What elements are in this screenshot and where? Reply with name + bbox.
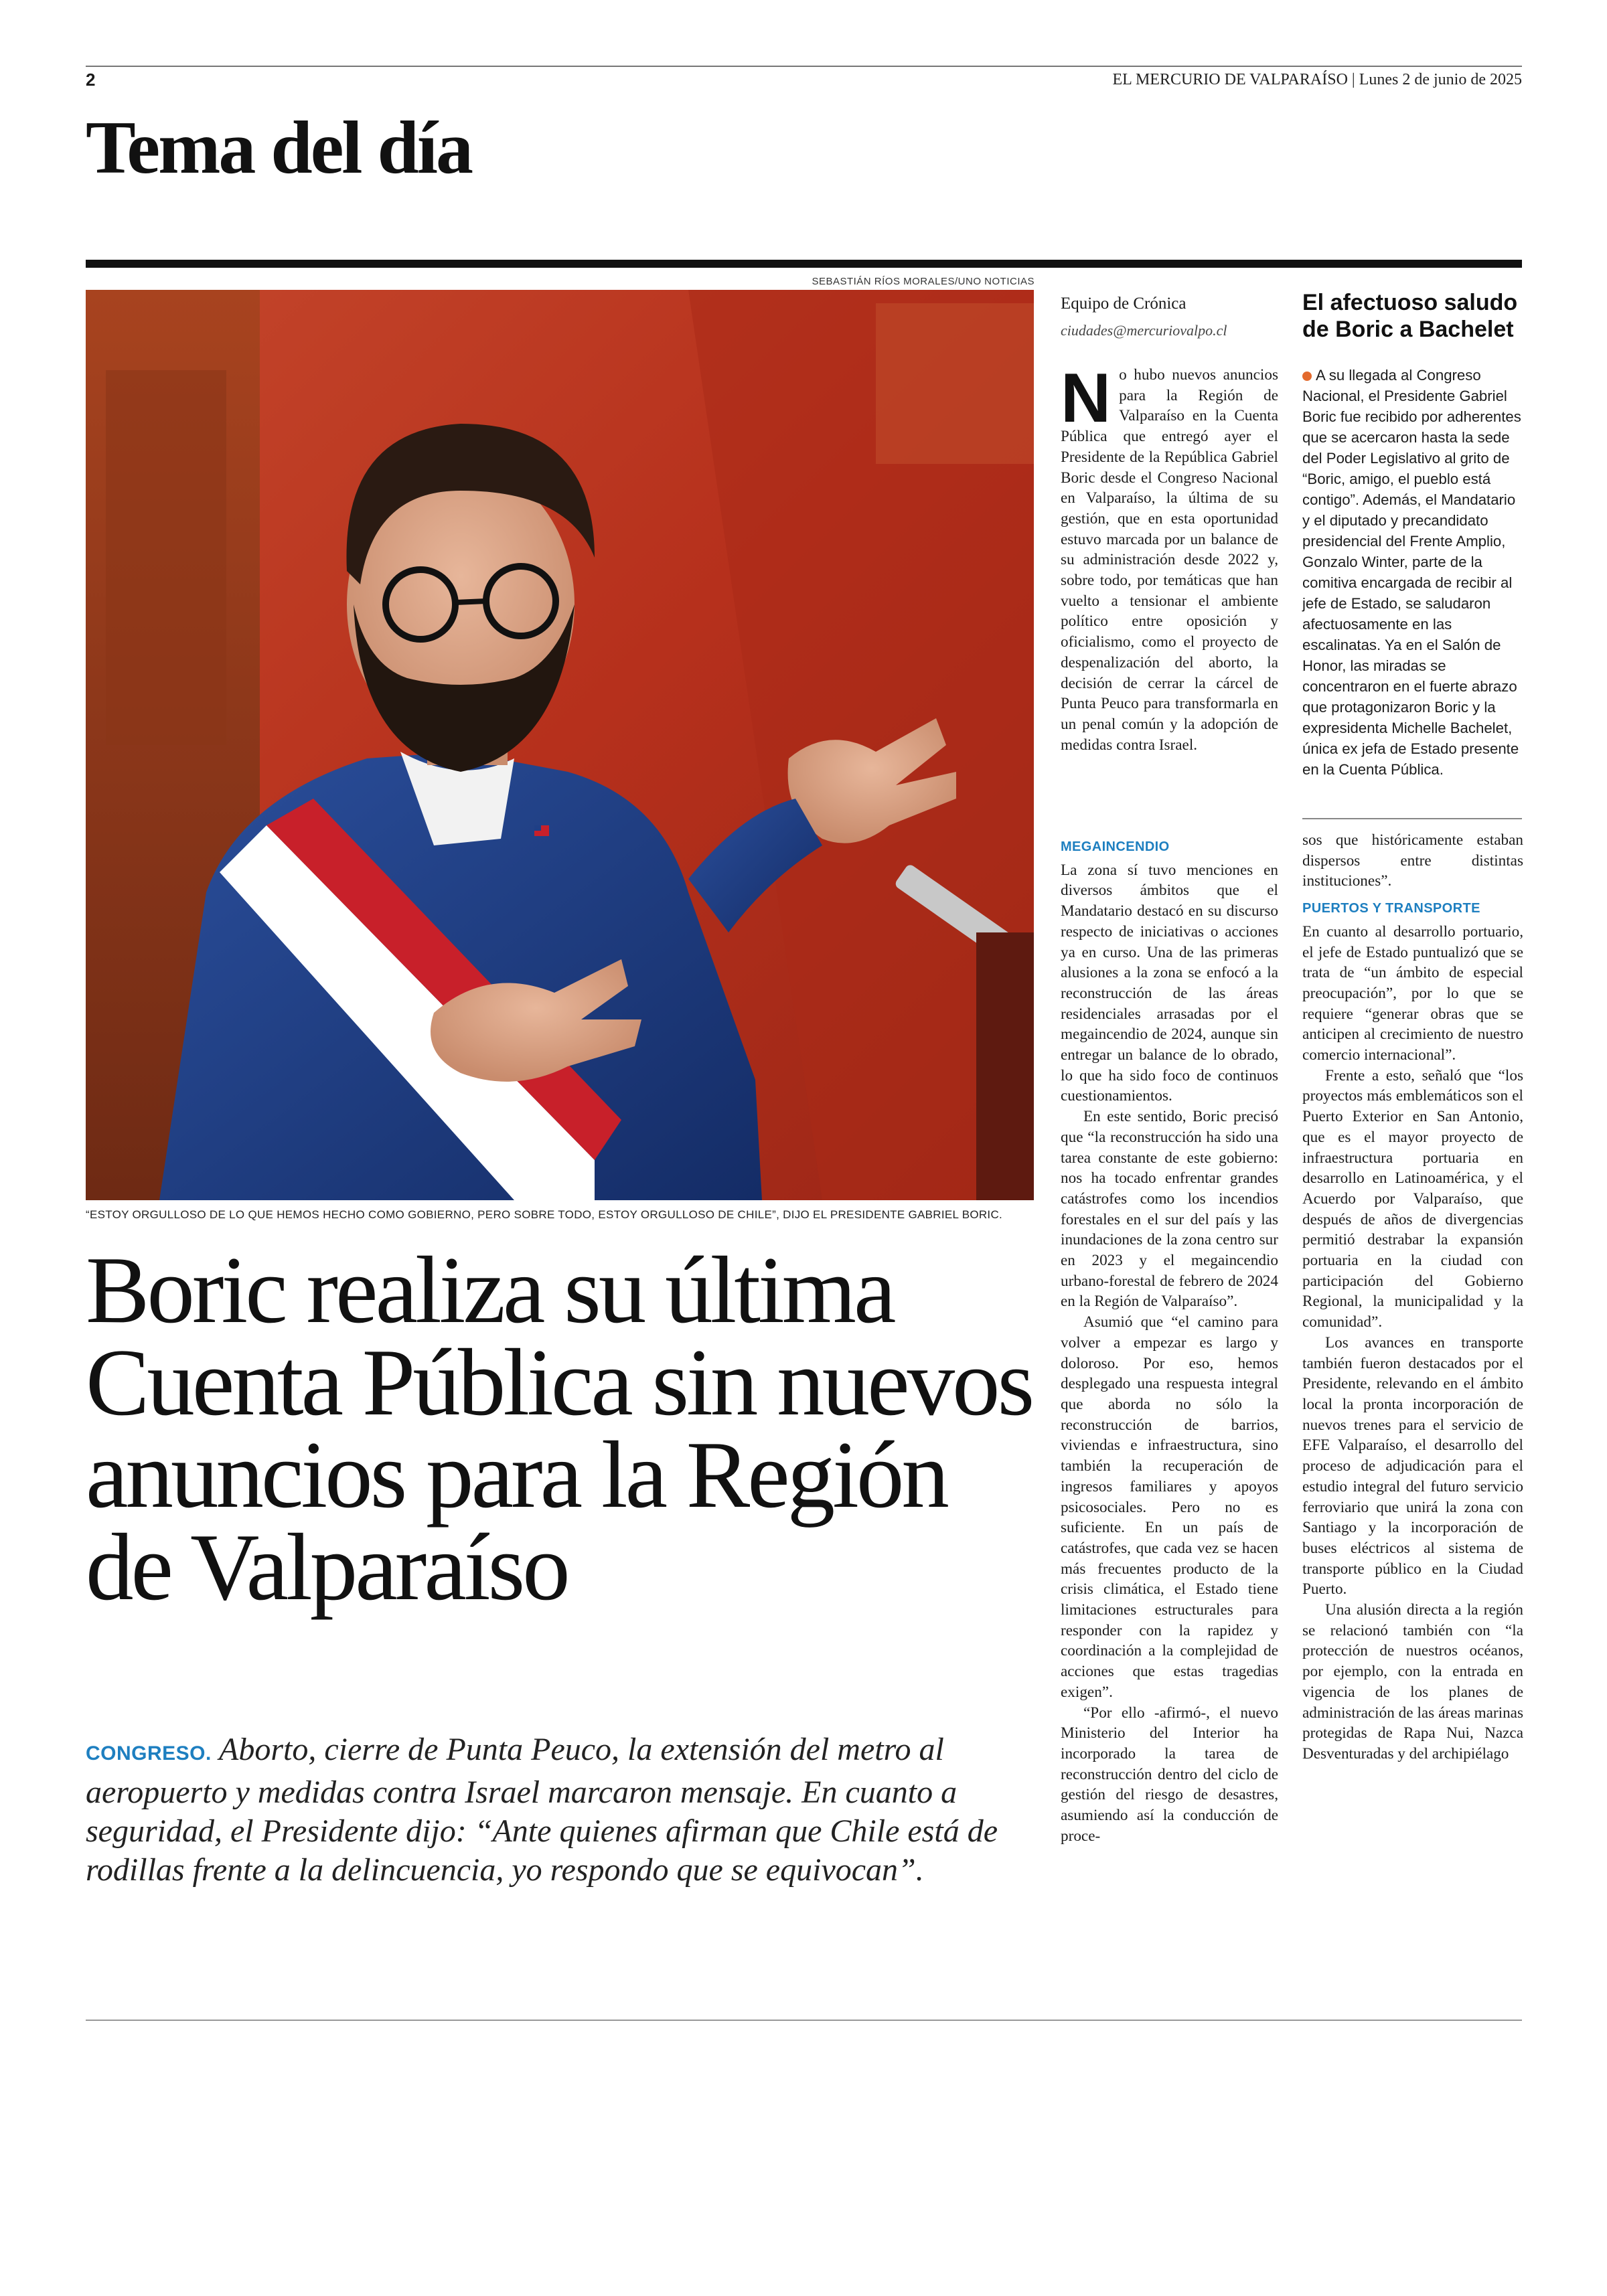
president-speaking-illustration [86, 290, 1034, 1200]
photo-credit: SEBASTIÁN RÍOS MORALES/UNO NOTICIAS [812, 276, 1035, 287]
headline: Boric realiza su última Cuenta Pública sin nuevos anuncios para la Región de Valparaíso [86, 1237, 1032, 1620]
bullet-dot-icon [1302, 372, 1312, 381]
body-paragraph: sos que históricamente estaban dispersos entre distintas instituciones”. [1302, 831, 1523, 890]
top-rule [86, 66, 1522, 67]
section-rule [86, 260, 1522, 268]
body-paragraph: “Por ello -afirmó-, el nuevo Ministerio del Interior ha incorporado la tarea de reconstrucción dentro del ciclo de gestión del riesgo de desastres, asumiendo así la conducción de proce- [1061, 1704, 1278, 1845]
subhead-puertos: PUERTOS Y TRANSPORTE [1302, 901, 1480, 916]
lead-paragraph: o hubo nuevos anuncios para la Región de Valparaíso en la Cuenta Pública que entregó ayer el Presidente de la República Gabriel Boric desde el Congreso Nacional en Valparaíso, la última de su gestión, que en esta oportunidad estuvo marcada por un balance de su administración desde 2022 y, sobre todo, por temáticas que han vuelto a tensionar el ambiente político entre oposición y oficialismo, como el proyecto de despenalización del aborto, la decisión de cerrar la cárcel de Punta Peuco para transformarla en un penal común y la adopción de medidas contra Israel. [1061, 366, 1278, 754]
masthead: EL MERCURIO DE VALPARAÍSO | Lunes 2 de junio de 2025 [1112, 71, 1522, 88]
dek-kicker: CONGRESO. [86, 1742, 212, 1765]
body-paragraph: La zona sí tuvo menciones en diversos ámbitos que el Mandatario destacó en su discurso respecto de iniciativas o acciones ya en curso. Una de las primeras alusiones a la zona se enfocó a la reconstrucción de las áreas residenciales arrasadas por el megaincendio de 2024, aunque sin entregar un balance de lo obrado, lo que ha sido foco de continuos cuestionamientos. [1061, 861, 1278, 1105]
body-column-1 [1061, 830, 1278, 1846]
sidebar-title: El afectuoso saludo de Boric a Bachelet [1302, 290, 1518, 342]
body-paragraph: Asumió que “el camino para volver a empezar es largo y doloroso. Por eso, hemos desplegado una respuesta integral que aborda no sólo la reconstrucción de barrios, viviendas e infraestructura, sino también la recuperación de ingresos familiares y apoyos psicosociales. Pero no es suficiente. En un país de catástrofes, que cada vez se hacen más frecuentes producto de la crisis climática, el Estado tiene limitaciones estructurales para responder con la rapidez y coordinación a la complejidad de acciones que estas tragedias exigen”. [1061, 1313, 1278, 1701]
body-paragraph: Una alusión directa a la región se relacionó también con “la protección de nuestros océanos, por ejemplo, con la entrada en vigencia de los planes de administración de las áreas marinas protegidas de Rapa Nui, Nazca Desventuradas y del archipiélago [1302, 1601, 1523, 1762]
subhead-megaincendio: MEGAINCENDIO [1061, 839, 1170, 854]
bottom-rule [86, 2020, 1522, 2021]
body-column-2 [1302, 830, 1523, 1765]
page-number: 2 [86, 70, 96, 90]
sidebar-text-block [1302, 365, 1523, 780]
byline: Equipo de Crónica [1061, 295, 1187, 313]
sidebar-text: A su llegada al Congreso Nacional, el Presidente Gabriel Boric fue recibido por adherentes que se acercaron hasta la sede del Poder Legislativo al grito de “Boric, amigo, el pueblo está contigo”. Además, el Mandatario y el diputado y precandidato presidencial del Frente Amplio, Gonzalo Winter, parte de la comitiva encargada de recibir al jefe de Estado, se saludaron afectuosamente en las escalinatas. Ya en el Salón de Honor, las miradas se concentraron en el fuerte abrazo que protagonizaron Boric y la expresidenta Michelle Bachelet, única ex jefa de Estado presente en la Cuenta Pública. [1302, 367, 1521, 778]
dek-text: Aborto, cierre de Punta Peuco, la extensión del metro al aeropuerto y medidas contra Israel marcaron mensaje. En cuanto a seguridad, el Presidente dijo: “Ante quienes afirman que Chile está de rodillas frente a la delincuencia, yo respondo que se equivocan”. [86, 1732, 998, 1888]
body-paragraph: En cuanto al desarrollo portuario, el jefe de Estado puntualizó que se trata de “un ámbito de especial preocupación”, por lo que se requiere “generar obras que se anticipen al crecimiento de nuestro comercio internacional”. [1302, 922, 1523, 1064]
body-paragraph: Los avances en transporte también fueron destacados por el Presidente, relevando en el ámbito local la pronta incorporación de nuevos trenes para el servicio de EFE Valparaíso, el desarrollo del proceso de adjudicación para el estudio integral del futuro servicio ferroviario que unirá la zona con Santiago y la incorporación de buses eléctricos al sistema de transporte público en la Ciudad Puerto. [1302, 1333, 1523, 1598]
byline-email[interactable]: ciudades@mercuriovalpo.cl [1061, 322, 1227, 339]
body-paragraph: Frente a esto, señaló que “los proyectos más emblemáticos son el Puerto Exterior en San Antonio, que es el mayor proyecto de infraestructura portuaria en desarrollo en Latinoamérica, y el Acuerdo por Valparaíso, que después de años de divergencias permitió destrabar la expansión portuaria en la ciudad con participación del Gobierno Regional, la municipalidad y la comunidad”. [1302, 1066, 1523, 1331]
photo-caption: “ESTOY ORGULLOSO DE LO QUE HEMOS HECHO COMO GOBIERNO, PERO SOBRE TODO, ESTOY ORGULLOSO DE CHILE”, DIJO EL PRESIDENTE GABRIEL BORIC. [86, 1208, 1003, 1221]
body-paragraph: En este sentido, Boric precisó que “la reconstrucción ha sido una tarea constante de este gobierno: nos ha tocado enfrentar grandes catástrofes como los incendios forestales en el sur del país y las inundaciones de la zona centro sur en 2023 y el megaincendio urbano-forestal de febrero de 2024 en la Región de Valparaíso”. [1061, 1108, 1278, 1311]
sidebar-rule [1302, 818, 1522, 819]
main-photo [86, 290, 1034, 1200]
dek [86, 1730, 1037, 1890]
section-title: Tema del día [86, 106, 471, 189]
drop-cap: N [1061, 359, 1112, 437]
lead-column [1061, 359, 1278, 755]
